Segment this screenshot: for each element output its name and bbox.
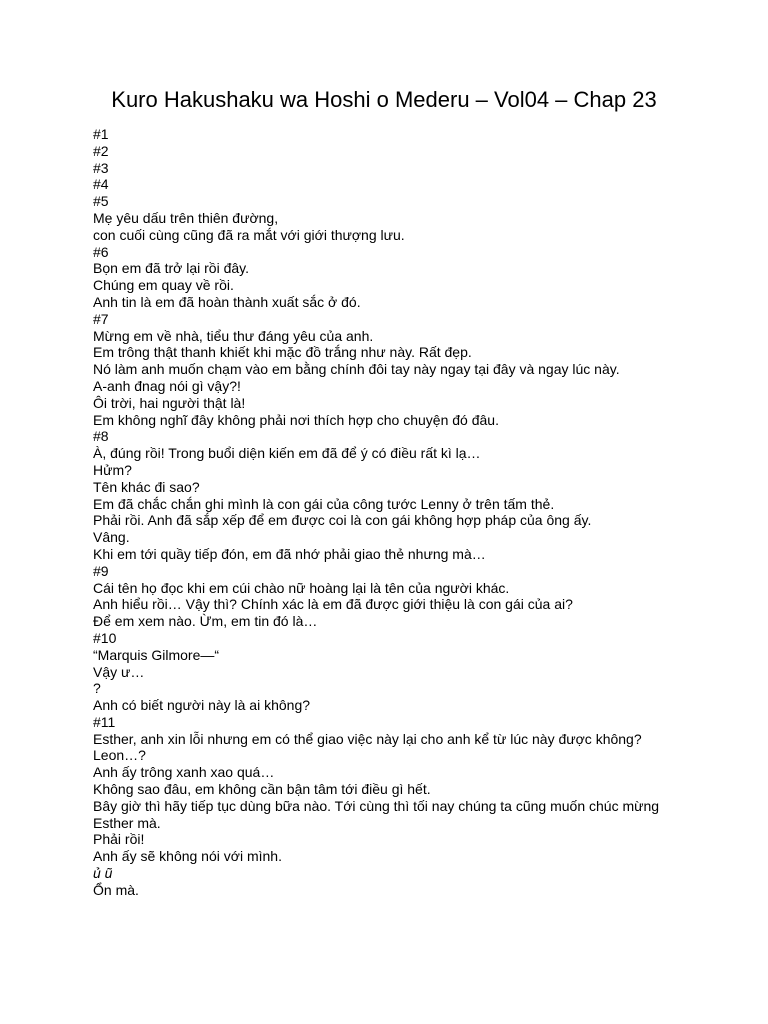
- document-title: Kuro Hakushaku wa Hoshi o Mederu – Vol04 – Chap 23: [111, 87, 657, 112]
- document-line: Nó làm anh muốn chạm vào em bằng chính đôi tay này ngay tại đây và ngay lúc này.: [93, 361, 620, 378]
- document-line: Chúng em quay về rồi.: [93, 277, 234, 294]
- document-line: Anh có biết người này là ai không?: [93, 697, 311, 714]
- document-line: ủ ũ: [93, 865, 113, 882]
- document-line: Leon…?: [93, 747, 146, 764]
- document-line: À, đúng rồi! Trong buổi diện kiến em đã để ý có điều rất kì lạ…: [93, 445, 481, 462]
- document-line: #7: [93, 310, 109, 327]
- document-line: Anh tin là em đã hoàn thành xuất sắc ở đó.: [93, 293, 361, 310]
- document-line: Vâng.: [93, 529, 130, 546]
- document-line: Em không nghĩ đây không phải nơi thích hợp cho chuyện đó đâu.: [93, 411, 499, 428]
- document-line: ?: [93, 680, 101, 697]
- document-line: #6: [93, 243, 109, 260]
- document-line: Ổn mà.: [93, 881, 139, 898]
- document-line: Mừng em về nhà, tiểu thư đáng yêu của anh.: [93, 327, 374, 344]
- document-line: Bây giờ thì hãy tiếp tục dùng bữa nào. Tới cùng thì tối nay chúng ta cũng muốn chúc mừng Esther mà.: [93, 797, 660, 831]
- document-line: Anh hiểu rồi… Vậy thì? Chính xác là em đã được giới thiệu là con gái của ai?: [93, 596, 573, 613]
- document-body: [93, 126, 683, 899]
- document-line: “Marquis Gilmore—“: [93, 646, 220, 663]
- document-line: Mẹ yêu dấu trên thiên đường,: [93, 209, 279, 226]
- document-line: #9: [93, 562, 109, 579]
- document-line: Hửm?: [93, 461, 132, 478]
- document-line: Ôi trời, hai người thật là!: [93, 394, 246, 411]
- document-line: #8: [93, 428, 109, 445]
- document-line: Không sao đâu, em không cần bận tâm tới điều gì hết.: [93, 781, 431, 798]
- document-line: Khi em tới quầy tiếp đón, em đã nhớ phải giao thẻ nhưng mà…: [93, 545, 486, 562]
- document-line: Anh ấy sẽ không nói với mình.: [93, 848, 282, 865]
- document-line: Bọn em đã trở lại rồi đây.: [93, 260, 249, 277]
- document-line: #5: [93, 193, 109, 210]
- document-line: Để em xem nào. Ừm, em tin đó là…: [93, 613, 318, 630]
- document-line: con cuối cùng cũng đã ra mắt với giới thượng lưu.: [93, 226, 405, 243]
- document-line: Phải rồi!: [93, 831, 145, 848]
- document-line: Anh ấy trông xanh xao quá…: [93, 764, 275, 781]
- document-line: #3: [93, 159, 109, 176]
- document-line: #10: [93, 629, 117, 646]
- document-line: Phải rồi. Anh đã sắp xếp để em được coi là con gái không hợp pháp của ông ấy.: [93, 512, 592, 529]
- document-line: Em trông thật thanh khiết khi mặc đồ trắng như này. Rất đẹp.: [93, 344, 472, 361]
- document-line: #11: [93, 713, 116, 730]
- document-line: Vậy ư…: [93, 663, 145, 680]
- document-line: Cái tên họ đọc khi em cúi chào nữ hoàng lại là tên của người khác.: [93, 579, 510, 596]
- document-line: #1: [93, 126, 109, 142]
- document-line: #2: [93, 142, 109, 159]
- document-line: Tên khác đi sao?: [93, 478, 200, 495]
- document-line: A-anh đnag nói gì vậy?!: [93, 377, 241, 394]
- document-line: Esther, anh xin lỗi nhưng em có thể giao việc này lại cho anh kể từ lúc này được không?: [93, 730, 642, 747]
- document-line: #4: [93, 176, 109, 193]
- document-line: Em đã chắc chắn ghi mình là con gái của công tước Lenny ở trên tấm thẻ.: [93, 495, 555, 512]
